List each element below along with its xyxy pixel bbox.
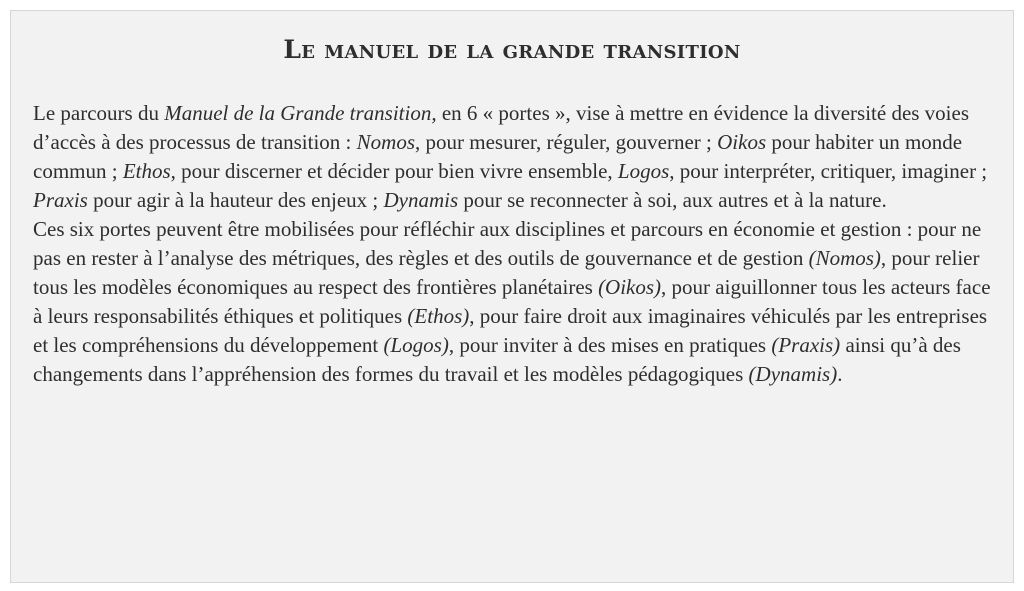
italic-term: (Logos) <box>383 333 449 357</box>
italic-term: Logos <box>617 159 670 183</box>
text-segment: , pour interpréter, critiquer, imaginer ; <box>669 159 988 183</box>
page-title: Le manuel de la grande transition <box>283 35 741 64</box>
italic-term: (Praxis) <box>771 333 841 357</box>
italic-term: (Nomos) <box>808 246 881 270</box>
text-segment: pour habiter un monde commun ; <box>33 130 963 183</box>
italic-term: (Oikos) <box>598 275 662 299</box>
text-segment: Le parcours du <box>33 101 165 125</box>
text-segment: , pour relier tous les modèles économiques au respect des frontières planétaires <box>33 246 980 299</box>
text-segment: , pour aiguillonner tous les acteurs face à leurs responsabilités éthiques et politiques <box>33 275 991 328</box>
text-segment: ainsi qu’à des changements dans l’appréhension des formes du travail et les modèles pédagogiques <box>33 333 961 386</box>
italic-term: Dynamis <box>383 188 459 212</box>
italic-term: Oikos <box>717 130 767 154</box>
text-segment: . <box>837 362 843 386</box>
text-segment: , pour inviter à des mises en pratiques <box>448 333 772 357</box>
text-segment: , pour mesurer, réguler, gouverner ; <box>415 130 718 154</box>
text-segment: pour agir à la hauteur des enjeux ; <box>87 188 384 212</box>
italic-term: (Dynamis) <box>748 362 838 386</box>
text-segment: , pour faire droit aux imaginaires véhiculés par les entreprises et les compréhensions du développement <box>33 304 988 357</box>
content-box <box>10 10 1014 583</box>
paragraph-portes <box>33 99 991 215</box>
italic-term: Praxis <box>33 188 88 212</box>
text-segment: Ces six portes peuvent être mobilisées pour réfléchir aux disciplines et parcours en économie et gestion : pour ne pas en rester à l’analyse des métriques, des règles et des outils de gouvernance et de gestion <box>33 217 982 270</box>
paragraph-economie-gestion <box>33 215 991 389</box>
italic-term: (Ethos) <box>407 304 470 328</box>
italic-term: Manuel de la Grande transition, <box>164 101 437 125</box>
italic-term: Ethos <box>122 159 171 183</box>
italic-term: Nomos <box>356 130 416 154</box>
body-text <box>33 99 991 389</box>
text-segment: pour se reconnecter à soi, aux autres et à la nature. <box>458 188 887 212</box>
text-segment: en 6 « portes », vise à mettre en évidence la diversité des voies d’accès à des processus de transition : <box>33 101 970 154</box>
text-segment: , pour discerner et décider pour bien vivre ensemble, <box>170 159 618 183</box>
